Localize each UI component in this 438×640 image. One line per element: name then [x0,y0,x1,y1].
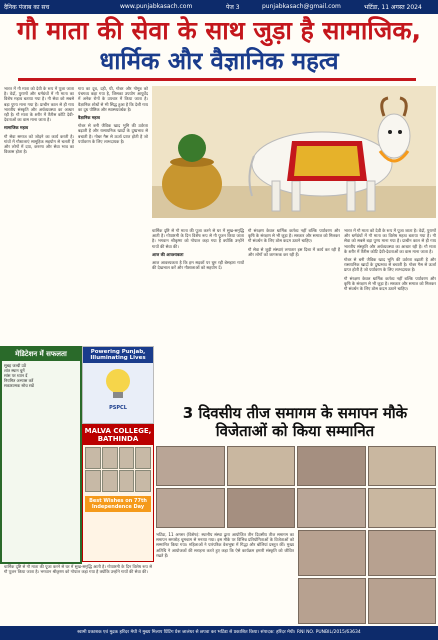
event-photo [156,488,225,528]
malva-title: MALVA COLLEGE, BATHINDA [84,427,152,443]
article-subhead: सामाजिक महत्व [4,125,28,131]
article-column-4 [248,228,340,342]
event-photo [297,488,366,528]
paper-tagline: दैनिक पंजाब का सच [4,4,50,11]
event-photo [368,488,437,528]
article-paragraph: भारत में गौ माता को देवी के रूप में पूजा जाता है। वेदों, पुराणों और धर्मग्रंथों में गौ माता का विशेष महत्व बताया गया है। गौ सेवा को सबसे बड़ा पुण्य माना गया है। प्राचीन काल से ही गाय भारतीय संस्कृति और अर्थव्यवस्था का आधार रही है। गौ माता के शरीर में तैंतीस कोटि देवी-देवताओं का वास माना जाता है। [344,228,436,254]
article-column-1 [4,86,74,342]
event-photo [227,446,296,486]
article-column-3 [152,228,244,342]
list-item: शांत स्थान चुनें [4,368,25,373]
article-paragraph: गोबर से बनी जैविक खाद भूमि की उर्वरता बढ़ाती है और रासायनिक खादों के दुष्प्रभाव से बचाती है। गोबर गैस से ऊर्जा प्राप्त होती है जो पर्यावरण के लिए लाभदायक है। [344,257,436,273]
article-paragraph: गौ संरक्षण केवल धार्मिक कर्तव्य नहीं बल्कि पर्यावरण और कृषि के संरक्षण से भी जुड़ा है। सरकार और समाज को मिलकर गौ संवर्धन के लिए ठोस कदम उठाने चाहिए। [344,275,436,292]
staff-photo [102,447,118,469]
meditation-box [0,346,82,564]
article-paragraph: भारत में गौ माता को देवी के रूप में पूजा जाता है। वेदों, पुराणों और धर्मग्रंथों में गौ माता का विशेष महत्व बताया गया है। गौ सेवा को सबसे बड़ा पुण्य माना गया है। प्राचीन काल से ही गाय भारतीय संस्कृति और अर्थव्यवस्था का आधार रही है। गौ माता के शरीर में तैंतीस कोटि देवी-देवताओं का वास माना जाता है। [4,86,74,123]
article-paragraph: गौ सेवा से जुड़ी संस्थाएं लगातार इस दिशा में कार्य कर रही हैं और लोगों को जागरूक कर रही हैं। [248,246,340,257]
staff-photo [119,470,135,492]
date: भटिंडा, 11 अगस्त 2024 [364,4,422,11]
main-headline [0,16,438,76]
headline-line2: धार्मिक और वैज्ञानिक महत्व [99,47,339,75]
lightbulb-icon [84,363,152,403]
list-item: सकारात्मक सोच रखें [4,383,34,388]
teej-photos [156,446,436,528]
event-photo [156,446,225,486]
story2-paragraph: भटिंडा, 11 अगस्त (विशेष): स्थानीय संस्था द्वारा आयोजित तीन दिवसीय तीज समागम का समापन समारोह धूमधाम से मनाया गया। इस मौके पर विभिन्न प्रतियोगिताओं के विजेताओं को सम्मानित किया गया। महिलाओं ने पारंपरिक वेशभूषा में गिद्धा और बोलियां प्रस्तुत कीं। मुख्य अतिथि ने आयोजकों की सराहना करते हुए कहा कि ऐसे कार्यक्रम हमारी संस्कृति को जीवित रखते हैं। [156,532,294,558]
cow-illustration [152,86,436,218]
story2-text [156,532,294,624]
article-paragraph: धार्मिक दृष्टि से गौ माता की पूजा करने से घर में सुख-समृद्धि आती है। गोपाष्टमी के दिन विशेष रूप से गौ पूजन किया जाता है। भगवान श्रीकृष्ण को गोपाल कहा गया है क्योंकि उन्होंने गायों की सेवा की। [152,228,244,249]
event-photo [368,446,437,486]
article-paragraph: गोबर से बनी जैविक खाद भूमि की उर्वरता बढ़ाती है और रासायनिक खादों के दुष्प्रभाव से बचाती है। गोबर गैस से ऊर्जा प्राप्त होती है जो पर्यावरण के लिए लाभदायक है। [78,123,148,144]
article-column-2 [78,86,148,342]
staff-photo [85,447,101,469]
malva-college-advertisement[interactable] [82,424,154,562]
website-link[interactable]: www.punjabkasach.com [120,3,193,10]
event-photo [298,578,366,624]
article-subhead: आज की आवश्यकता [152,251,184,257]
article-subhead: वैज्ञानिक महत्व [78,115,100,121]
imprint-footer: स्वामी प्रकाशक एवं मुद्रक हरिंदर मेघी ने मुख्य मिलाप प्रिंटिंग प्रेस जालंधर से छपवा कर भटिंडा से प्रकाशित किया। संपादक: हरिंदर मेघी। RNI NO. PUNBIL/2015/63634 [0,626,438,640]
article-column-5 [344,228,436,398]
page-number: पेज 3 [226,4,240,11]
article-paragraph: गाय का दूध, दही, घी, गोबर और गोमूत्र को पंचगव्य कहा गया है, जिसका उपयोग आयुर्वेद में अनेक रोगों के उपचार में किया जाता है। वैज्ञानिक शोधों से भी सिद्ध हुआ है कि देशी गाय का दूध पौष्टिक और स्वास्थ्यवर्धक है। [78,86,148,112]
event-photo [297,446,366,486]
staff-photo [85,470,101,492]
meditation-box-title: मेडिटेशन में सफलता [2,348,80,361]
headline-rule [18,78,416,81]
story2-headline: 3 दिवसीय तीज समागम के समापन मौके विजेताओं को किया सम्मानित [182,404,408,440]
article-paragraph: गौ सेवा समाज को जोड़ने का कार्य करती है। गांवों में गौशालाएं सामूहिक सहयोग से चलती हैं और लोगों में दया, करुणा और सेवा भाव का विकास होता है। [4,133,74,155]
list-item: सांस पर ध्यान दें [4,373,28,378]
article-paragraph: गौ संरक्षण केवल धार्मिक कर्तव्य नहीं बल्कि पर्यावरण और कृषि के संरक्षण से भी जुड़ा है। सरकार और समाज को मिलकर गौ संवर्धन के लिए ठोस कदम उठाने चाहिए। [248,228,340,244]
event-photo [298,530,366,576]
masthead [0,0,438,14]
list-item: नियमित अभ्यास करें [4,378,34,383]
article-paragraph: धार्मिक दृष्टि से गौ माता की पूजा करने से घर में सुख-समृद्धि आती है। गोपाष्टमी के दिन विशेष रूप से गौ पूजन किया जाता है। भगवान श्रीकृष्ण को गोपाल कहा गया है क्योंकि उन्होंने गायों की सेवा की। [4,564,152,575]
pspcl-advertisement[interactable] [82,346,154,424]
list-item: सुबह जल्दी उठें [4,363,27,368]
event-photo [368,530,436,576]
ad-brand: PSPCL [109,405,127,411]
headline-line1: गौ माता की सेवा के साथ जुड़ा है सामाजिक, [16,16,422,45]
staff-photo [119,447,135,469]
staff-photo [102,470,118,492]
staff-photo [135,470,151,492]
independence-banner: Best Wishes on 77th Independence Day [85,496,151,512]
staff-photos [83,445,153,494]
story2-side-photos [298,530,436,624]
left-bottom-text [4,564,152,624]
staff-photo [135,447,151,469]
event-photo [227,488,296,528]
ad-title: Powering Punjab, Illuminating Lives [83,347,153,363]
email-link[interactable]: punjabkasach@gmail.com [262,3,341,10]
event-photo [368,578,436,624]
meditation-list [2,361,80,390]
article-paragraph: आज आवश्यकता है कि हम सड़कों पर घूम रही बेसहारा गायों की देखभाल करें और गौशालाओं को सहयोग दें। [152,260,244,271]
